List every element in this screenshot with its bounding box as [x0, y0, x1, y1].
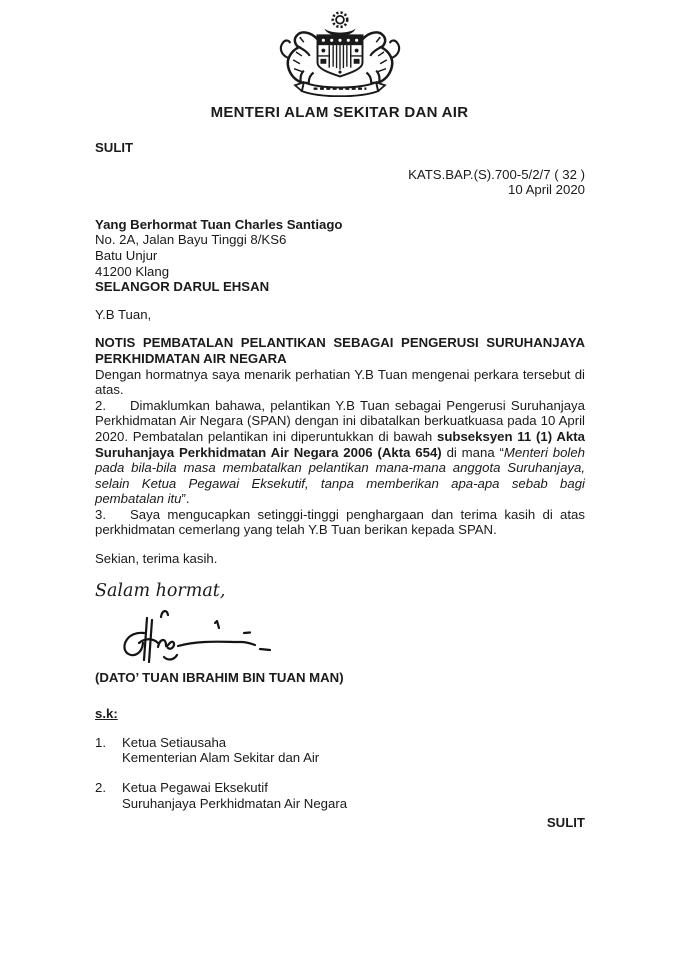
paragraph-2-connector: di mana “	[441, 444, 504, 460]
letter-date: 10 April 2020	[508, 182, 585, 198]
cc-label: s.k:	[95, 706, 118, 722]
classification-marking-top: SULIT	[95, 140, 134, 155]
cc-item-2	[95, 780, 585, 811]
recipient-address-line-2: Batu Unjur	[95, 247, 158, 263]
reference-block	[95, 167, 585, 198]
recipient-address-line-3: 41200 Klang	[95, 263, 170, 279]
subject-line-2: PERKHIDMATAN AIR NEGARA	[95, 350, 287, 366]
paragraph-2-number: 2.	[95, 397, 106, 413]
classification-marking-bottom: SULIT	[546, 815, 585, 831]
closing-remark: Sekian, terima kasih.	[95, 551, 218, 567]
paragraph-2-quoted-provision: Menteri boleh pada bila-bila masa membatalkan pelantikan mana-mana anggota Suruhanjaya, selain Ketua Pegawai Eksekutif, tanpa memberikan apa-apa sebab bagi pembatalan itu	[95, 444, 586, 507]
signatory-name: (DATO’ TUAN IBRAHIM BIN TUAN MAN)	[95, 669, 344, 685]
recipient-address-block	[95, 217, 585, 295]
paragraph-3	[95, 507, 585, 538]
paragraph-2	[95, 398, 585, 507]
paragraph-2-statute-reference: subseksyen 11 (1) Akta Suruhanjaya Perkhidmatan Air Negara 2006 (Akta 654)	[95, 428, 585, 460]
paragraph-1: Dengan hormatnya saya menarik perhatian Y.B Tuan mengenai perkara tersebut di atas.	[95, 366, 585, 398]
paragraph-3-number: 3.	[95, 506, 106, 522]
paragraph-2-closing-quote: ”.	[181, 491, 190, 507]
subject-line-1: NOTIS PEMBATALAN PELANTIKAN SEBAGAI PENGERUSI SURUHANJAYA	[95, 335, 585, 351]
cc-item-2-line1: Ketua Pegawai Eksekutif	[122, 780, 268, 796]
cc-item-1	[95, 735, 585, 766]
recipient-name: Yang Berhormat Tuan Charles Santiago	[95, 216, 343, 232]
file-reference: KATS.BAP.(S).700-5/2/7 ( 32 )	[408, 166, 585, 182]
cc-item-1-line1: Ketua Setiausaha	[122, 734, 227, 750]
recipient-state: SELANGOR DARUL EHSAN	[95, 279, 270, 295]
recipient-address-line-1: No. 2A, Jalan Bayu Tinggi 8/KS6	[95, 232, 287, 248]
salutation: Y.B Tuan,	[95, 306, 152, 322]
paragraph-3-text: Saya mengucapkan setinggi-tinggi penghargaan dan terima kasih di atas perkhidmatan cemerlang yang telah Y.B Tuan berikan kepada SPAN.	[95, 506, 585, 538]
cc-item-1-line2: Kementerian Alam Sekitar dan Air	[122, 750, 320, 766]
complimentary-close: Salam hormat,	[95, 580, 226, 601]
cc-item-2-line2: Suruhanjaya Perkhidmatan Air Negara	[122, 795, 348, 811]
subject-heading	[95, 335, 585, 366]
malaysia-coat-of-arms-icon	[276, 9, 404, 97]
cc-item-1-number: 1.	[95, 734, 106, 750]
paragraph-2-text: Dimaklumkan bahawa, pelantikan Y.B Tuan sebagai Pengerusi Suruhanjaya Perkhidmatan Air Negara (SPAN) dengan ini dibatalkan berkuatkuasa pada 10 April 2020. Pembatalan pelantikan ini diperuntukkan di bawah	[95, 397, 585, 444]
handwritten-signature-icon	[115, 605, 275, 663]
letterhead-title: MENTERI ALAM SEKITAR DAN AIR	[210, 104, 469, 121]
cc-item-2-number: 2.	[95, 780, 106, 796]
